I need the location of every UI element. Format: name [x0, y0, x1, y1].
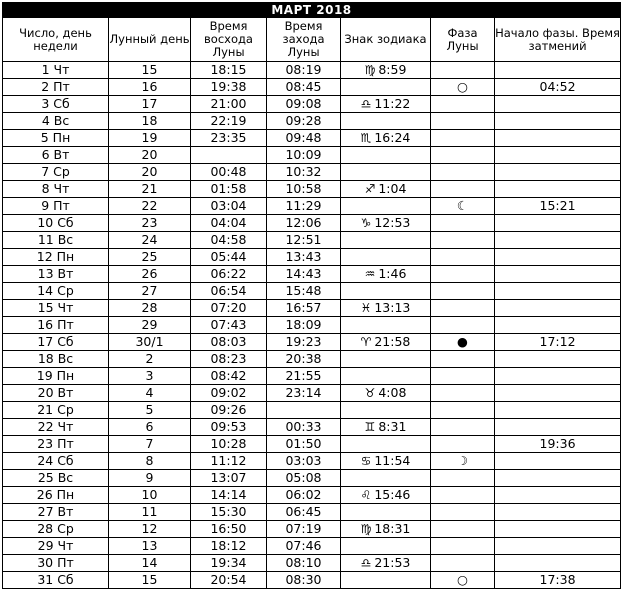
cell-date: 17 Сб [3, 334, 109, 351]
cell-zodiac [341, 504, 431, 521]
cell-lunar-day: 12 [109, 521, 191, 538]
zodiac-sign-icon: ♎ [360, 556, 372, 570]
cell-lunar-day: 6 [109, 419, 191, 436]
cell-lunar-day: 27 [109, 283, 191, 300]
cell-lunar-day: 4 [109, 385, 191, 402]
table-row [3, 385, 621, 402]
table-row [3, 521, 621, 538]
cell-moonset [267, 402, 341, 419]
zodiac-time: 8:59 [378, 62, 407, 77]
cell-lunar-day: 2 [109, 351, 191, 368]
cell-moonset: 18:09 [267, 317, 341, 334]
moon-phase-icon: ☾ [431, 198, 495, 215]
cell-moonset: 20:38 [267, 351, 341, 368]
header-phase-time: Начало фазы. Время затмений [495, 18, 621, 62]
cell-moonset: 10:32 [267, 164, 341, 181]
cell-zodiac [341, 453, 431, 470]
cell-phase-time [495, 181, 621, 198]
table-row [3, 215, 621, 232]
cell-zodiac [341, 385, 431, 402]
cell-date: 19 Пн [3, 368, 109, 385]
zodiac-time: 21:58 [374, 334, 411, 349]
zodiac-sign-icon: ♋ [360, 454, 372, 468]
cell-zodiac [341, 232, 431, 249]
moon-phase-icon [431, 351, 495, 368]
cell-phase-time [495, 232, 621, 249]
table-row [3, 555, 621, 572]
table-row [3, 113, 621, 130]
table-row [3, 470, 621, 487]
cell-moonset: 12:51 [267, 232, 341, 249]
moon-phase-icon: ○ [431, 79, 495, 96]
cell-moonset: 08:45 [267, 79, 341, 96]
zodiac-sign-icon: ♉ [364, 386, 376, 400]
cell-moonset: 08:19 [267, 62, 341, 79]
cell-zodiac [341, 368, 431, 385]
cell-zodiac [341, 215, 431, 232]
moon-phase-icon: ○ [431, 572, 495, 589]
moon-phase-icon [431, 113, 495, 130]
cell-date: 3 Сб [3, 96, 109, 113]
cell-moonset: 15:48 [267, 283, 341, 300]
table-row [3, 232, 621, 249]
moon-phase-icon [431, 249, 495, 266]
cell-date: 20 Вт [3, 385, 109, 402]
cell-moonrise: 10:28 [191, 436, 267, 453]
cell-zodiac [341, 79, 431, 96]
cell-lunar-day: 3 [109, 368, 191, 385]
table-row [3, 79, 621, 96]
cell-date: 7 Ср [3, 164, 109, 181]
cell-moonrise: 06:22 [191, 266, 267, 283]
cell-moonrise: 18:12 [191, 538, 267, 555]
cell-phase-time [495, 317, 621, 334]
cell-phase-time [495, 385, 621, 402]
zodiac-time: 15:46 [374, 487, 411, 502]
moon-phase-icon [431, 538, 495, 555]
header-phase: Фаза Луны [431, 18, 495, 62]
table-row [3, 283, 621, 300]
cell-moonset: 10:58 [267, 181, 341, 198]
cell-date: 31 Сб [3, 572, 109, 589]
moon-phase-icon [431, 215, 495, 232]
cell-moonset: 11:29 [267, 198, 341, 215]
moon-phase-icon [431, 487, 495, 504]
cell-phase-time: 04:52 [495, 79, 621, 96]
zodiac-sign-icon: ♎ [360, 97, 372, 111]
cell-moonrise: 13:07 [191, 470, 267, 487]
cell-moonrise: 16:50 [191, 521, 267, 538]
cell-lunar-day: 17 [109, 96, 191, 113]
moon-phase-icon [431, 283, 495, 300]
header-zodiac: Знак зодиака [341, 18, 431, 62]
cell-zodiac [341, 300, 431, 317]
table-row [3, 164, 621, 181]
cell-date: 29 Чт [3, 538, 109, 555]
cell-phase-time [495, 402, 621, 419]
cell-phase-time [495, 504, 621, 521]
cell-phase-time [495, 96, 621, 113]
cell-zodiac [341, 470, 431, 487]
cell-zodiac [341, 487, 431, 504]
cell-moonrise: 22:19 [191, 113, 267, 130]
cell-zodiac [341, 283, 431, 300]
zodiac-time: 11:22 [374, 96, 411, 111]
cell-date: 26 Пн [3, 487, 109, 504]
moon-phase-icon [431, 130, 495, 147]
cell-date: 23 Пт [3, 436, 109, 453]
cell-lunar-day: 16 [109, 79, 191, 96]
cell-moonrise: 07:43 [191, 317, 267, 334]
moon-phase-icon [431, 368, 495, 385]
moon-phase-icon [431, 62, 495, 79]
table-row [3, 249, 621, 266]
cell-moonrise: 18:15 [191, 62, 267, 79]
cell-date: 10 Сб [3, 215, 109, 232]
cell-zodiac [341, 130, 431, 147]
cell-moonrise: 00:48 [191, 164, 267, 181]
table-row [3, 334, 621, 351]
cell-date: 30 Пт [3, 555, 109, 572]
cell-lunar-day: 9 [109, 470, 191, 487]
cell-moonrise [191, 147, 267, 164]
cell-moonrise: 06:54 [191, 283, 267, 300]
cell-phase-time: 17:12 [495, 334, 621, 351]
cell-moonrise: 19:34 [191, 555, 267, 572]
moon-phase-icon [431, 436, 495, 453]
cell-moonset: 09:48 [267, 130, 341, 147]
cell-moonrise: 03:04 [191, 198, 267, 215]
cell-moonrise: 01:58 [191, 181, 267, 198]
zodiac-time: 4:08 [378, 385, 407, 400]
table-row [3, 62, 621, 79]
cell-date: 27 Вт [3, 504, 109, 521]
cell-moonset: 16:57 [267, 300, 341, 317]
moon-phase-icon [431, 385, 495, 402]
cell-moonset: 08:10 [267, 555, 341, 572]
cell-date: 13 Вт [3, 266, 109, 283]
cell-date: 25 Вс [3, 470, 109, 487]
cell-zodiac [341, 436, 431, 453]
cell-moonset: 12:06 [267, 215, 341, 232]
cell-zodiac [341, 538, 431, 555]
cell-moonset: 05:08 [267, 470, 341, 487]
cell-phase-time [495, 147, 621, 164]
table-row [3, 572, 621, 589]
cell-moonrise: 09:02 [191, 385, 267, 402]
zodiac-time: 8:31 [378, 419, 407, 434]
cell-moonrise: 08:03 [191, 334, 267, 351]
cell-phase-time [495, 215, 621, 232]
cell-lunar-day: 20 [109, 147, 191, 164]
cell-moonrise: 21:00 [191, 96, 267, 113]
cell-lunar-day: 8 [109, 453, 191, 470]
cell-date: 22 Чт [3, 419, 109, 436]
cell-lunar-day: 21 [109, 181, 191, 198]
cell-lunar-day: 5 [109, 402, 191, 419]
cell-phase-time [495, 470, 621, 487]
cell-lunar-day: 24 [109, 232, 191, 249]
moon-phase-icon [431, 555, 495, 572]
cell-moonset: 07:19 [267, 521, 341, 538]
table-row [3, 538, 621, 555]
cell-moonrise: 07:20 [191, 300, 267, 317]
cell-zodiac [341, 96, 431, 113]
cell-moonrise: 08:23 [191, 351, 267, 368]
cell-zodiac [341, 62, 431, 79]
cell-phase-time [495, 300, 621, 317]
cell-phase-time: 19:36 [495, 436, 621, 453]
cell-zodiac [341, 113, 431, 130]
cell-date: 12 Пн [3, 249, 109, 266]
cell-moonrise: 05:44 [191, 249, 267, 266]
cell-zodiac [341, 181, 431, 198]
zodiac-time: 18:31 [374, 521, 411, 536]
cell-zodiac [341, 249, 431, 266]
cell-lunar-day: 15 [109, 572, 191, 589]
cell-date: 1 Чт [3, 62, 109, 79]
moon-phase-icon [431, 419, 495, 436]
cell-date: 24 Сб [3, 453, 109, 470]
table-row [3, 402, 621, 419]
cell-moonset: 09:08 [267, 96, 341, 113]
cell-lunar-day: 30/1 [109, 334, 191, 351]
cell-date: 14 Ср [3, 283, 109, 300]
cell-zodiac [341, 164, 431, 181]
cell-zodiac [341, 402, 431, 419]
cell-lunar-day: 13 [109, 538, 191, 555]
table-row [3, 181, 621, 198]
cell-lunar-day: 19 [109, 130, 191, 147]
cell-phase-time [495, 538, 621, 555]
cell-zodiac [341, 572, 431, 589]
lunar-calendar-table [2, 2, 621, 589]
header-moonset: Время захода Луны [267, 18, 341, 62]
cell-lunar-day: 23 [109, 215, 191, 232]
table-row [3, 487, 621, 504]
cell-phase-time [495, 555, 621, 572]
cell-moonrise: 04:58 [191, 232, 267, 249]
cell-moonrise: 09:26 [191, 402, 267, 419]
moon-phase-icon [431, 300, 495, 317]
cell-lunar-day: 14 [109, 555, 191, 572]
zodiac-time: 21:53 [374, 555, 411, 570]
cell-moonset: 19:23 [267, 334, 341, 351]
cell-zodiac [341, 266, 431, 283]
cell-phase-time [495, 453, 621, 470]
cell-date: 6 Вт [3, 147, 109, 164]
cell-phase-time [495, 521, 621, 538]
zodiac-sign-icon: ♑ [360, 216, 372, 230]
cell-moonrise: 04:04 [191, 215, 267, 232]
table-row [3, 266, 621, 283]
cell-moonrise: 23:35 [191, 130, 267, 147]
cell-moonrise: 11:12 [191, 453, 267, 470]
zodiac-time: 1:04 [378, 181, 407, 196]
cell-moonset: 06:02 [267, 487, 341, 504]
table-row [3, 300, 621, 317]
table-row [3, 368, 621, 385]
cell-moonrise: 14:14 [191, 487, 267, 504]
moon-phase-icon [431, 96, 495, 113]
cell-moonset: 09:28 [267, 113, 341, 130]
cell-phase-time [495, 283, 621, 300]
zodiac-sign-icon: ♒ [364, 267, 376, 281]
cell-date: 4 Вс [3, 113, 109, 130]
cell-lunar-day: 18 [109, 113, 191, 130]
cell-lunar-day: 26 [109, 266, 191, 283]
table-row [3, 317, 621, 334]
moon-phase-icon [431, 164, 495, 181]
table-row [3, 198, 621, 215]
cell-phase-time [495, 487, 621, 504]
cell-moonset: 03:03 [267, 453, 341, 470]
cell-phase-time: 17:38 [495, 572, 621, 589]
cell-lunar-day: 25 [109, 249, 191, 266]
cell-moonset: 14:43 [267, 266, 341, 283]
cell-moonset: 13:43 [267, 249, 341, 266]
cell-phase-time [495, 419, 621, 436]
cell-lunar-day: 20 [109, 164, 191, 181]
zodiac-sign-icon: ♐ [364, 182, 376, 196]
cell-moonset: 08:30 [267, 572, 341, 589]
cell-moonset: 23:14 [267, 385, 341, 402]
table-row [3, 130, 621, 147]
cell-phase-time [495, 368, 621, 385]
table-row [3, 419, 621, 436]
cell-lunar-day: 11 [109, 504, 191, 521]
cell-moonset: 07:46 [267, 538, 341, 555]
cell-zodiac [341, 419, 431, 436]
cell-date: 28 Ср [3, 521, 109, 538]
zodiac-time: 12:53 [374, 215, 411, 230]
header-moonrise: Время восхода Луны [191, 18, 267, 62]
moon-phase-icon [431, 504, 495, 521]
cell-zodiac [341, 317, 431, 334]
table-row [3, 436, 621, 453]
cell-zodiac [341, 147, 431, 164]
moon-phase-icon: ☽ [431, 453, 495, 470]
cell-date: 5 Пн [3, 130, 109, 147]
cell-lunar-day: 15 [109, 62, 191, 79]
header-date: Число, день недели [3, 18, 109, 62]
cell-phase-time [495, 130, 621, 147]
cell-date: 2 Пт [3, 79, 109, 96]
cell-moonset: 21:55 [267, 368, 341, 385]
cell-date: 15 Чт [3, 300, 109, 317]
cell-phase-time [495, 62, 621, 79]
moon-phase-icon: ● [431, 334, 495, 351]
zodiac-sign-icon: ♌ [360, 488, 372, 502]
cell-lunar-day: 10 [109, 487, 191, 504]
zodiac-sign-icon: ♍ [360, 522, 372, 536]
cell-moonrise: 09:53 [191, 419, 267, 436]
cell-moonrise: 19:38 [191, 79, 267, 96]
cell-phase-time [495, 266, 621, 283]
cell-date: 8 Чт [3, 181, 109, 198]
moon-phase-icon [431, 470, 495, 487]
cell-lunar-day: 28 [109, 300, 191, 317]
moon-phase-icon [431, 266, 495, 283]
table-row [3, 453, 621, 470]
zodiac-sign-icon: ♓ [360, 301, 372, 315]
cell-phase-time [495, 351, 621, 368]
table-row [3, 147, 621, 164]
cell-date: 11 Вс [3, 232, 109, 249]
zodiac-sign-icon: ♍ [364, 63, 376, 77]
moon-phase-icon [431, 147, 495, 164]
cell-phase-time [495, 249, 621, 266]
cell-lunar-day: 29 [109, 317, 191, 334]
cell-moonset: 10:09 [267, 147, 341, 164]
zodiac-time: 1:46 [378, 266, 407, 281]
cell-moonrise: 15:30 [191, 504, 267, 521]
cell-zodiac [341, 351, 431, 368]
cell-lunar-day: 7 [109, 436, 191, 453]
cell-moonrise: 08:42 [191, 368, 267, 385]
cell-moonset: 06:45 [267, 504, 341, 521]
table-row [3, 351, 621, 368]
cell-moonset: 01:50 [267, 436, 341, 453]
cell-zodiac [341, 521, 431, 538]
moon-phase-icon [431, 181, 495, 198]
table-title: МАРТ 2018 [3, 3, 621, 18]
moon-phase-icon [431, 317, 495, 334]
cell-moonrise: 20:54 [191, 572, 267, 589]
zodiac-sign-icon: ♈ [360, 335, 372, 349]
zodiac-time: 11:54 [374, 453, 411, 468]
cell-date: 9 Пт [3, 198, 109, 215]
cell-date: 21 Ср [3, 402, 109, 419]
cell-lunar-day: 22 [109, 198, 191, 215]
table-row [3, 96, 621, 113]
zodiac-sign-icon: ♏ [360, 131, 372, 145]
cell-phase-time [495, 164, 621, 181]
cell-date: 18 Вс [3, 351, 109, 368]
moon-phase-icon [431, 232, 495, 249]
cell-zodiac [341, 555, 431, 572]
cell-zodiac [341, 334, 431, 351]
cell-phase-time [495, 113, 621, 130]
cell-date: 16 Пт [3, 317, 109, 334]
zodiac-sign-icon: ♊ [364, 420, 376, 434]
header-lunar-day: Лунный день [109, 18, 191, 62]
moon-phase-icon [431, 521, 495, 538]
cell-moonset: 00:33 [267, 419, 341, 436]
zodiac-time: 13:13 [374, 300, 411, 315]
cell-zodiac [341, 198, 431, 215]
table-row [3, 504, 621, 521]
zodiac-time: 16:24 [374, 130, 411, 145]
cell-phase-time: 15:21 [495, 198, 621, 215]
moon-phase-icon [431, 402, 495, 419]
